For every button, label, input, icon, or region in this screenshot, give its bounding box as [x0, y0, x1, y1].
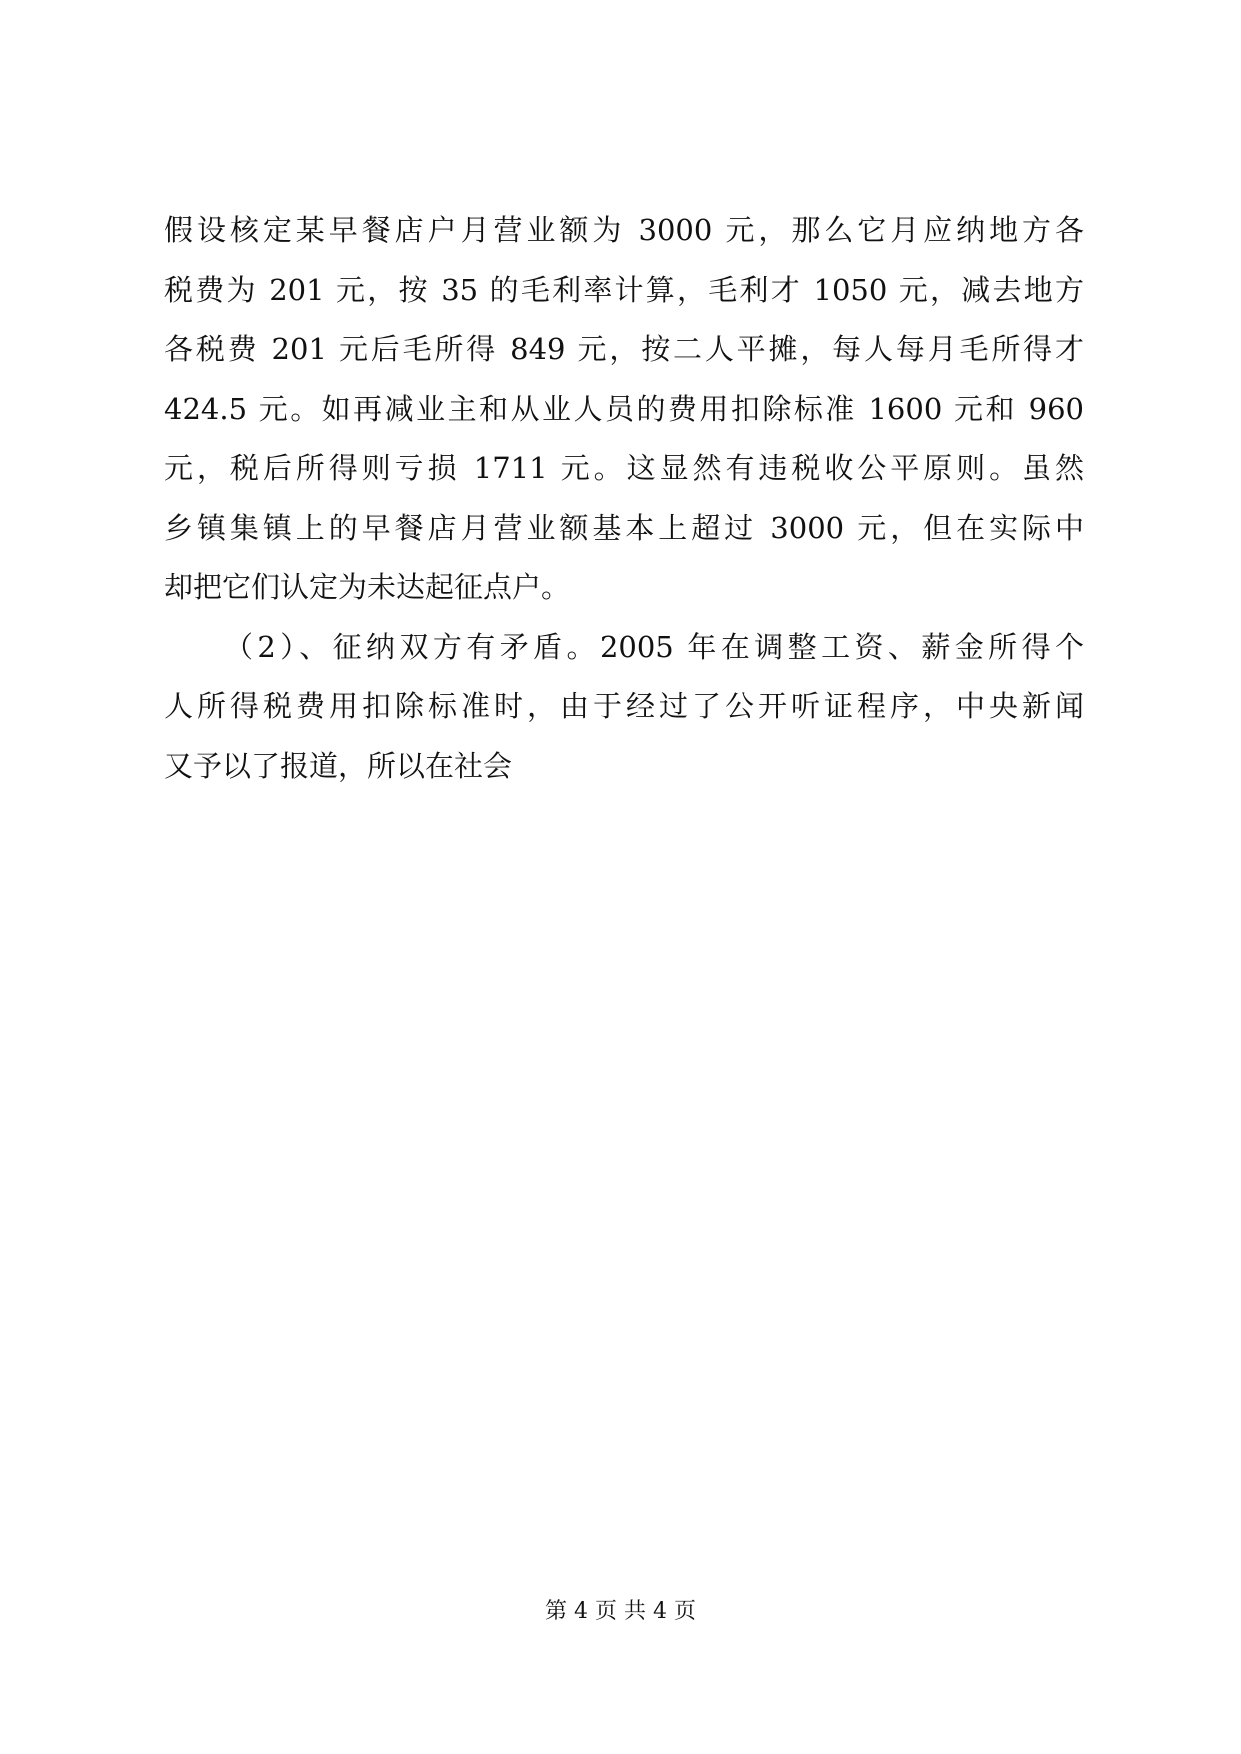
- paragraph-1-line: 元，税后所得则亏损 1711 元。这显然有违税收公平原则。虽然: [164, 451, 1084, 485]
- paragraph-1-line: 乡镇集镇上的早餐店月营业额基本上超过 3000 元，但在实际中: [164, 510, 1084, 545]
- paragraph-2-line: 人所得税费用扣除标准时，由于经过了公开听证程序，中央新闻: [164, 689, 1084, 723]
- paragraph-2-line: （2）、征纳双方有矛盾。2005 年在调整工资、薪金所得个: [224, 629, 1084, 664]
- paragraph-2-line: 又予以了报道，所以在社会: [164, 748, 513, 783]
- paragraph-1-line: 却把它们认定为未达起征点户。: [164, 570, 571, 604]
- paragraph-1-line: 假设核定某早餐店户月营业额为 3000 元，那么它月应纳地方各: [164, 213, 1084, 247]
- paragraph-1-line: 424.5 元。如再减业主和从业人员的费用扣除标准 1600 元和 960: [164, 391, 1084, 426]
- page-number-footer: 第 4 页 共 4 页: [545, 1599, 696, 1624]
- paragraph-1-line: 税费为 201 元，按 35 的毛利率计算，毛利才 1050 元，减去地方: [164, 272, 1084, 307]
- paragraph-1-line: 各税费 201 元后毛所得 849 元，按二人平摊，每人每月毛所得才: [164, 332, 1084, 366]
- document-body: [164, 201, 1084, 796]
